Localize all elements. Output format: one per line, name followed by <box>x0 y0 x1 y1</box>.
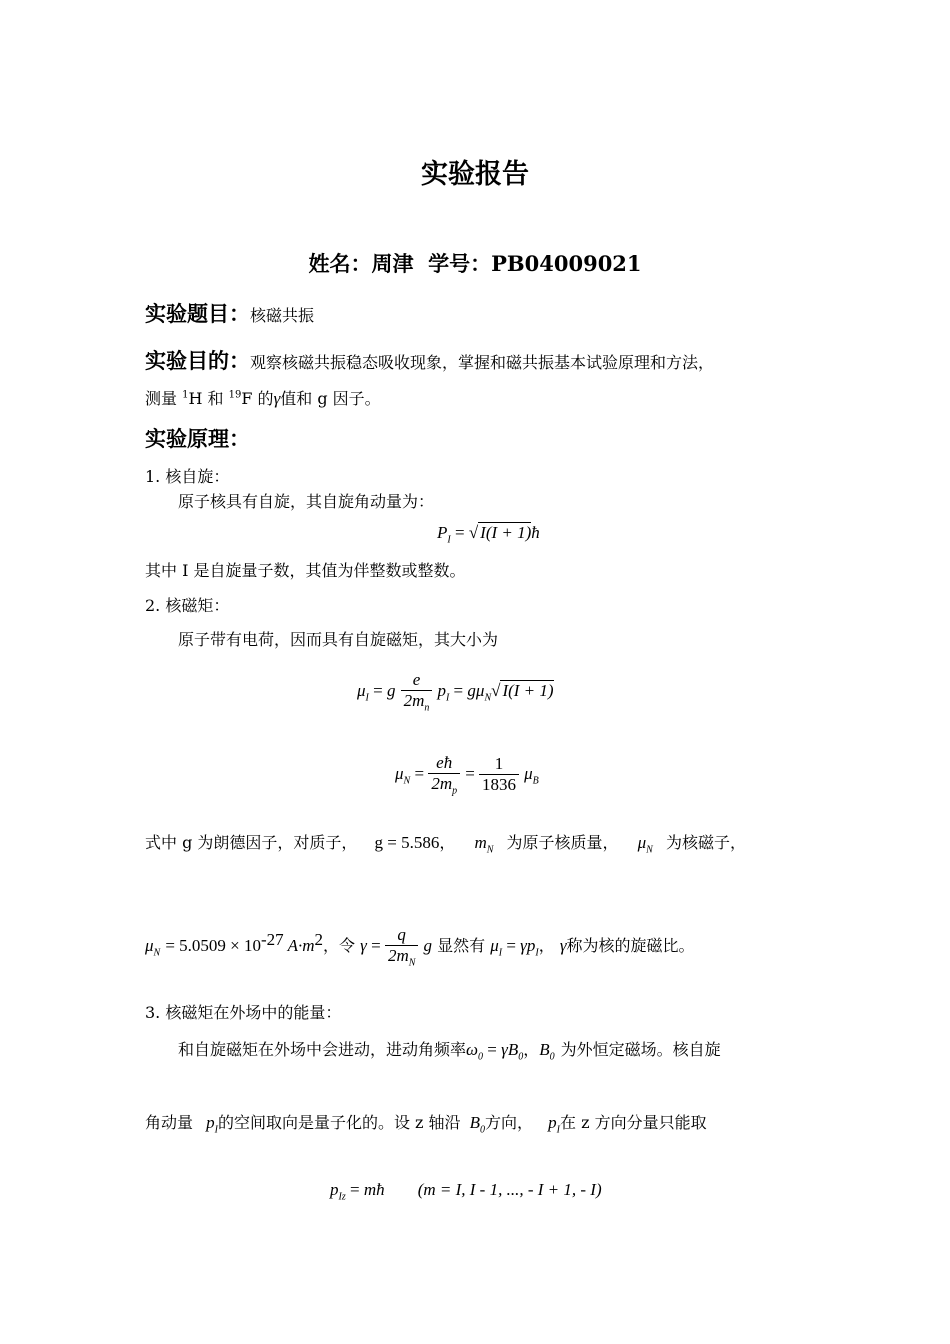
purpose-text-1: 观察核磁共振稳态吸收现象，掌握和磁共振基本试验原理和方法， <box>250 353 715 372</box>
section-2-text: 原子带有电荷，因而具有自旋磁矩，其大小为 <box>178 630 499 649</box>
id-label: 学号： <box>428 251 492 276</box>
topic-line <box>145 298 314 328</box>
section-2-gyromagnetic: $\mu_N = 5.0509 \times 10^{-27}$ $A\cdot m^2$，令 γ = $\frac{q}{2m_N}$ g 显然有 $\mu_I = \gamma p_I$， γ称为核的旋磁比。 <box>145 925 695 969</box>
purpose-label: 实验目的： <box>145 348 250 373</box>
section-1-text: 原子核具有自旋，其自旋角动量为： <box>178 492 435 511</box>
g-value: g = 5.586 <box>374 833 440 852</box>
formula-spin-angular-momentum: $P_I$ = √ I(I + 1)ħ <box>437 523 540 546</box>
section-3-title: 3. 核磁矩在外场中的能量： <box>145 1003 342 1022</box>
student-name: 周津 <box>371 251 414 276</box>
topic-label: 实验题目： <box>145 301 250 326</box>
section-1-title: 1. 核自旋： <box>145 467 230 486</box>
principle-label: 实验原理： <box>145 426 250 451</box>
purpose-line-1 <box>145 345 714 375</box>
section-2-title: 2. 核磁矩： <box>145 596 230 615</box>
page-title: 实验报告 <box>421 159 529 190</box>
name-label: 姓名： <box>308 251 372 276</box>
muN-value: = 5.0509 × 10 <box>165 936 261 956</box>
formula-nuclear-magneton: $\mu_N$ = $\frac{eħ}{2m_p}$ = $\frac{1}{1836}$ $\mu_B$ <box>395 753 539 797</box>
purpose-line-2: 测量 $^1$H 和 $^{19}$F 的γ值和 g 因子。 <box>145 389 381 408</box>
gamma-symbol: γ <box>273 389 281 408</box>
student-info <box>0 248 950 278</box>
formula-magnetic-moment: $\mu_I = g$ $\frac{e}{2m_n}$ $p_I = g\mu_N√$ I(I + 1) <box>357 670 554 714</box>
section-1-after: 其中 I 是自旋量子数，其值为伴整数或整数。 <box>145 561 466 580</box>
formula-z-component: $p_{Iz}$ = mħ (m = I, I - 1, ..., - I + 1, - I) <box>330 1180 602 1203</box>
section-2-line: 式中 g 为朗德因子，对质子， g = 5.586， $m_N$ 为原子核质量， $\mu_N$ 为核磁子， <box>145 833 746 856</box>
topic-value: 核磁共振 <box>250 306 315 325</box>
section-3-line-2: 角动量 $p_I$的空间取向是量子化的。设 z 轴沿 $B_0$方向， $p_I$在 z 方向分量只能取 <box>145 1113 707 1136</box>
section-3-line-1: 和自旋磁矩在外场中会进动，进动角频率$\omega_0 = \gamma B_0$，$B_0$ 为外恒定磁场。核自旋 <box>178 1040 721 1063</box>
student-id: PB04009021 <box>491 251 642 276</box>
